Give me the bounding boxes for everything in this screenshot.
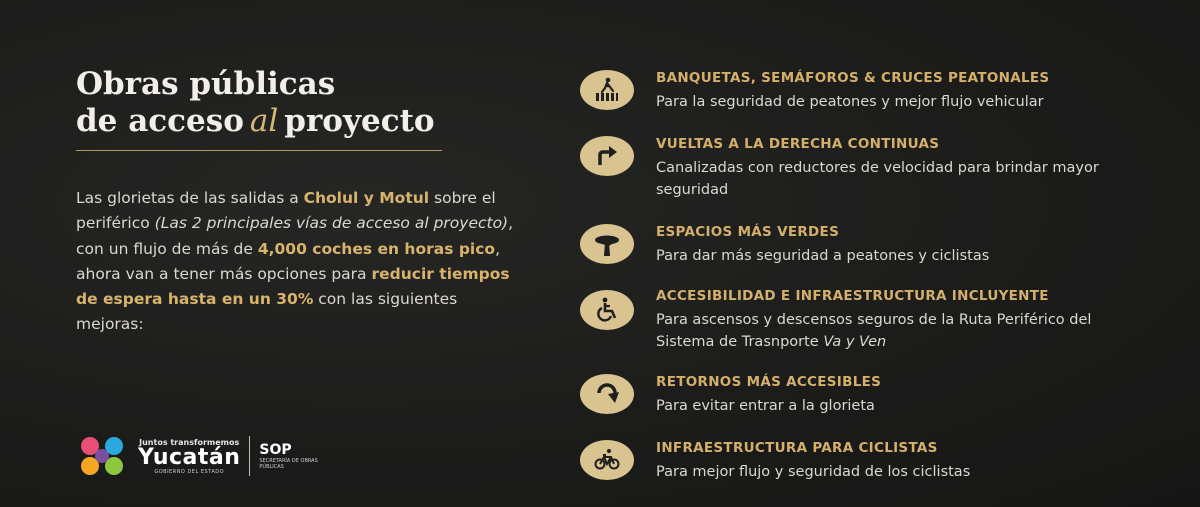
yucatan-logo-text bbox=[138, 438, 240, 475]
item-description: Para dar más seguridad a peatones y ciclistas bbox=[656, 248, 990, 264]
bicycle-icon bbox=[580, 440, 634, 480]
intro-paragraph bbox=[76, 186, 526, 338]
intro-text: , con un flujo de más de bbox=[76, 214, 514, 258]
item-description: Para evitar entrar a la glorieta bbox=[656, 398, 875, 414]
yucatan-logo-icon bbox=[74, 434, 132, 478]
intro-text: Las glorietas de las salidas a bbox=[76, 189, 304, 207]
intro-italic: (Las 2 principales vías de acceso al proyecto) bbox=[154, 214, 509, 233]
item-description bbox=[656, 309, 1136, 353]
title-line-1: Obras públicas bbox=[76, 66, 336, 102]
item-description: Para la seguridad de peatones y mejor flujo vehicular bbox=[656, 94, 1044, 110]
sop-logo bbox=[259, 443, 329, 470]
sop-name: SOP bbox=[259, 441, 292, 458]
return-arrow-icon bbox=[580, 374, 634, 414]
item-description: Canalizadas con reductores de velocidad para brindar mayor seguridad bbox=[656, 160, 1099, 198]
title-divider bbox=[76, 150, 442, 151]
yucatan-logo bbox=[74, 434, 329, 478]
title-accent: al bbox=[249, 103, 279, 139]
logo-divider bbox=[249, 436, 250, 476]
intro-text: , ahora van a tener más opciones para bbox=[76, 239, 500, 283]
item-description: Para mejor flujo y seguridad de los ciclistas bbox=[656, 464, 971, 480]
intro-text: sobre el periférico bbox=[76, 189, 496, 233]
pedestrian-crossing-icon bbox=[580, 70, 634, 110]
item-title: RETORNOS MÁS ACCESIBLES bbox=[656, 374, 882, 390]
intro-text: con las siguientes mejoras: bbox=[76, 290, 458, 334]
item-title: ACCESIBILIDAD E INFRAESTRUCTURA INCLUYENTE bbox=[656, 288, 1049, 304]
sop-subtitle: SECRETARÍA DE OBRAS PÚBLICAS bbox=[259, 457, 318, 470]
item-title: BANQUETAS, SEMÁFOROS & CRUCES PEATONALES bbox=[656, 70, 1050, 86]
page-title bbox=[76, 66, 435, 140]
item-title: VUELTAS A LA DERECHA CONTINUAS bbox=[656, 136, 940, 152]
intro-highlight: reducir tiempos de espera hasta en un 30% bbox=[76, 264, 510, 309]
logo-government: GOBIERNO DEL ESTADO bbox=[154, 468, 225, 475]
item-title: INFRAESTRUCTURA PARA CICLISTAS bbox=[656, 440, 938, 456]
title-part: de acceso bbox=[76, 103, 244, 139]
logo-slogan: Juntos transformemos bbox=[139, 437, 240, 447]
logo-name: Yucatán bbox=[138, 444, 241, 470]
intro-highlight: Cholul y Motul bbox=[303, 189, 430, 207]
item-description-italic: Va y Ven bbox=[823, 334, 887, 350]
title-part: proyecto bbox=[284, 103, 435, 139]
item-title: ESPACIOS MÁS VERDES bbox=[656, 224, 840, 240]
right-turn-icon bbox=[580, 136, 634, 176]
tree-icon bbox=[580, 224, 634, 264]
wheelchair-icon bbox=[580, 290, 634, 330]
title-line-2 bbox=[76, 103, 435, 140]
intro-highlight: 4,000 coches en horas pico bbox=[257, 239, 496, 258]
item-description-text: Para ascensos y descensos seguros de la Ruta Periférico del Sistema de Trasnporte bbox=[656, 312, 1092, 350]
